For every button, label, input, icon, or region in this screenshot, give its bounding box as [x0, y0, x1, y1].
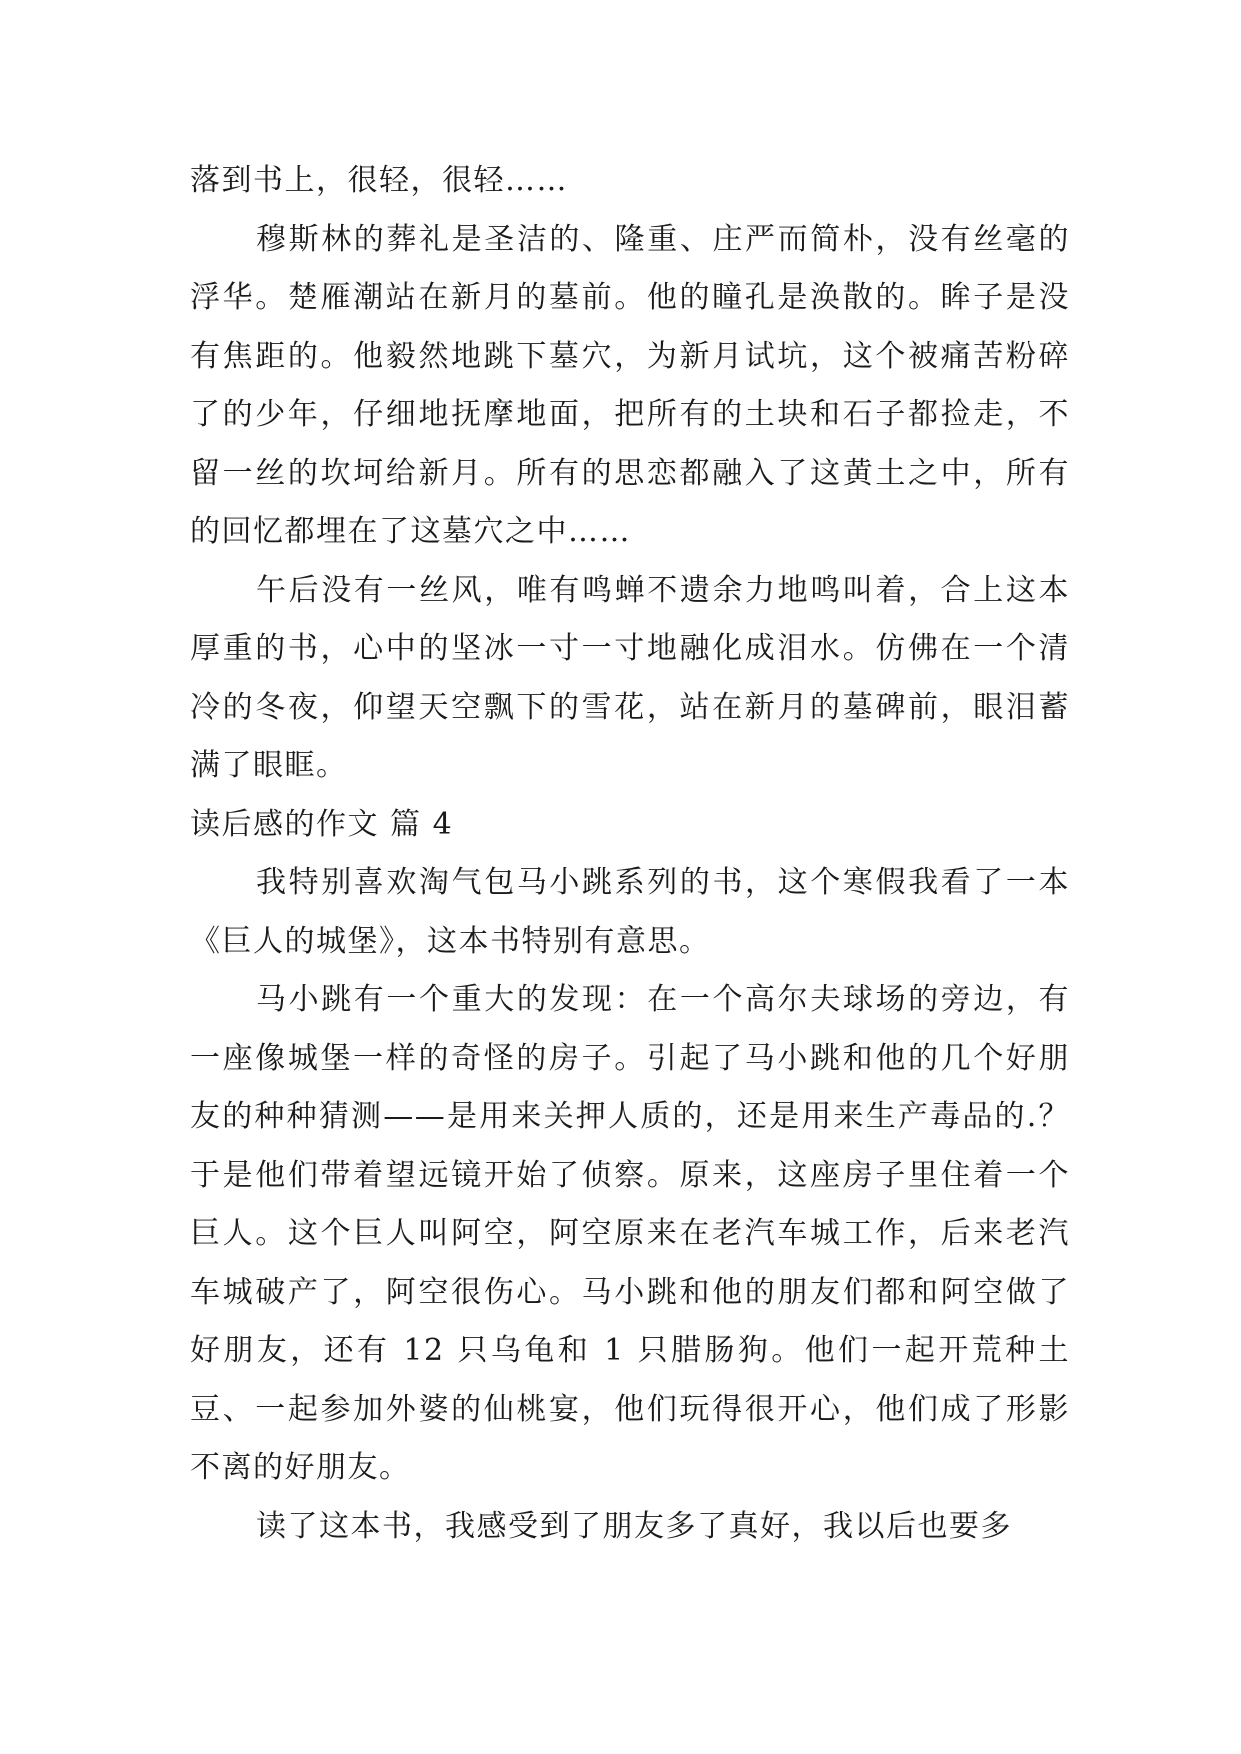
paragraph-story: 马小跳有一个重大的发现：在一个高尔夫球场的旁边，有一座像城堡一样的奇怪的房子。引起了马小跳和他的几个好朋友的种种猜测——是用来关押人质的，还是用来生产毒品的.？于是他们带着望远镜开始了侦察。原来，这座房子里住着一个巨人。这个巨人叫阿空，阿空原来在老汽车城工作，后来老汽车城破产了，阿空很伤心。马小跳和他的朋友们都和阿空做了好朋友，还有 12 只乌龟和 1 只腊肠狗。他们一起开荒种土豆、一起参加外婆的仙桃宴，他们玩得很开心，他们成了形影不离的好朋友。: [190, 982, 1070, 1485]
paragraph-intro: 我特别喜欢淘气包马小跳系列的书，这个寒假我看了一本《巨人的城堡》，这本书特别有意思。: [190, 865, 1070, 959]
document-body: [190, 152, 1070, 1556]
paragraph-afternoon: 午后没有一丝风，唯有鸣蝉不遗余力地鸣叫着，合上这本厚重的书，心中的坚冰一寸一寸地融化成泪水。仿佛在一个清冷的冬夜，仰望天空飘下的雪花，站在新月的墓碑前，眼泪蓄满了眼眶。: [190, 572, 1070, 783]
section-heading: 读后感的作文 篇 4: [190, 806, 454, 842]
paragraph-continued: 落到书上，很轻，很轻……: [190, 163, 568, 198]
paragraph-reflection: 读了这本书，我感受到了朋友多了真好，我以后也要多: [256, 1508, 1012, 1544]
paragraph-funeral: 穆斯林的葬礼是圣洁的、隆重、庄严而简朴，没有丝毫的浮华。楚雁潮站在新月的墓前。他的瞳孔是涣散的。眸子是没有焦距的。他毅然地跳下墓穴，为新月试坑，这个被痛苦粉碎了的少年，仔细地抚摩地面，把所有的土块和石子都捡走，不留一丝的坎坷给新月。所有的思恋都融入了这黄土之中，所有的回忆都埋在了这墓穴之中……: [190, 221, 1070, 549]
